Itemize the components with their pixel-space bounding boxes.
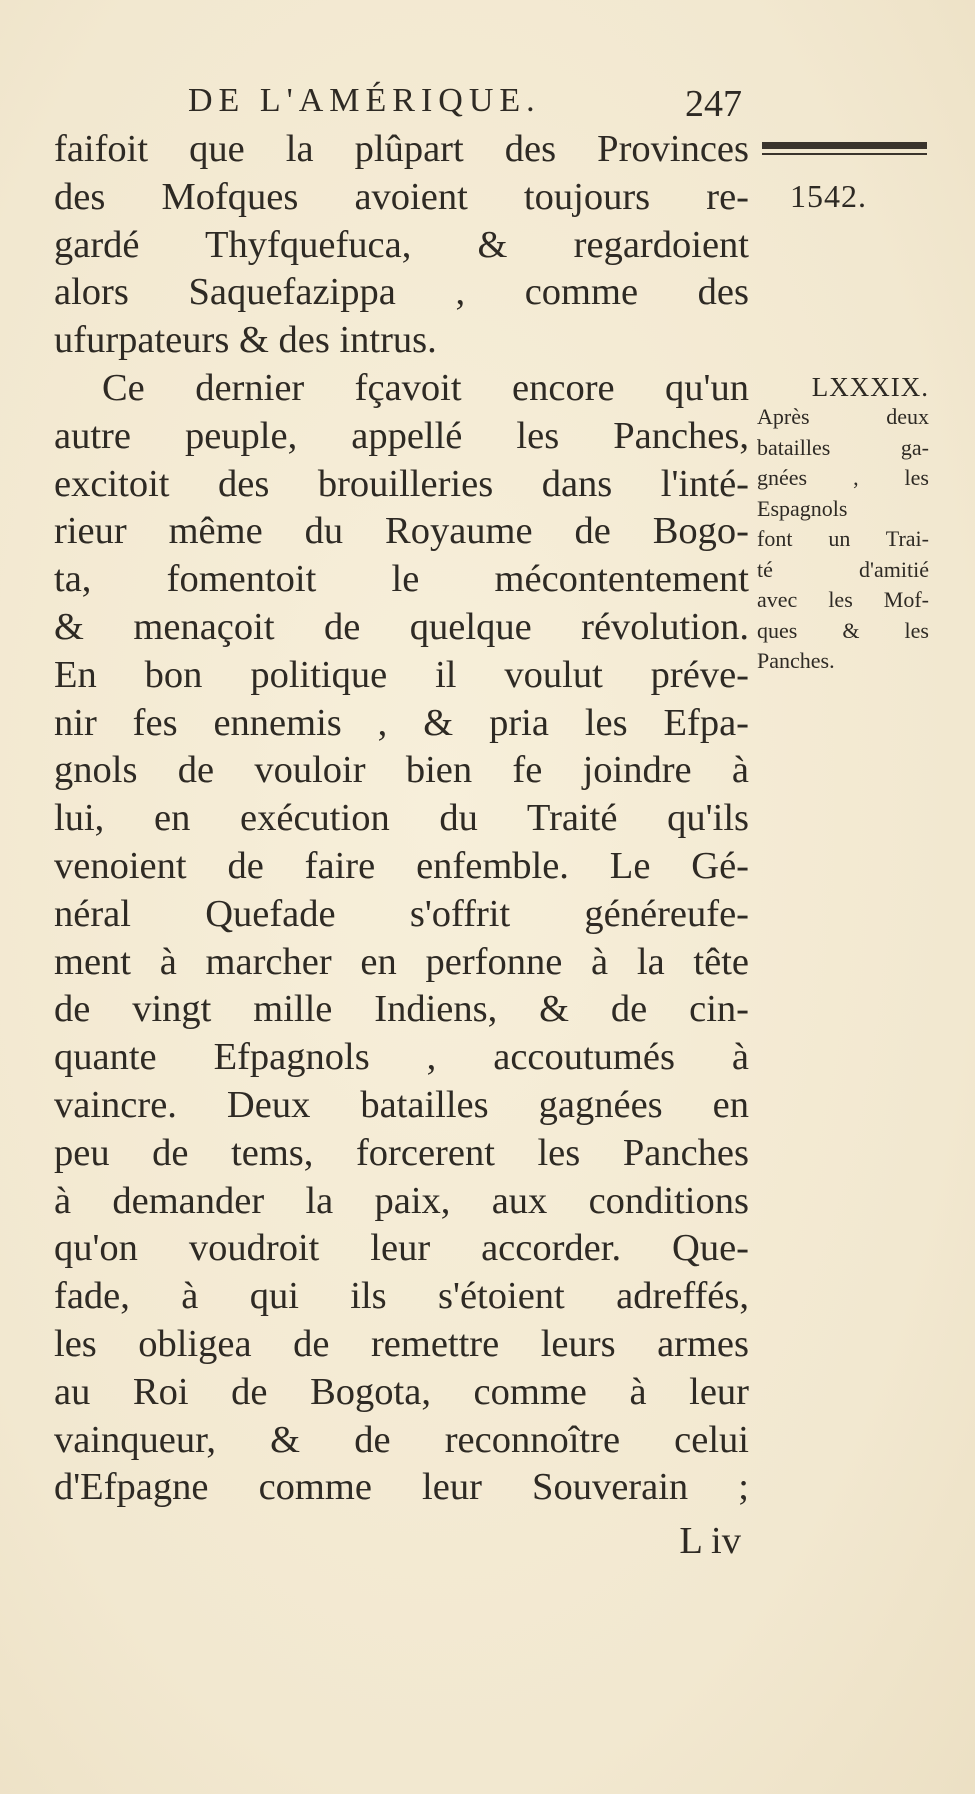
body-line: vaincre. Deux batailles gagnées en bbox=[54, 1083, 749, 1126]
body-line: ment à marcher en perfonne à la tête bbox=[54, 940, 749, 983]
margin-note bbox=[757, 372, 929, 677]
body-line: d'Efpagne comme leur Souverain ; bbox=[54, 1466, 749, 1509]
body-line: peu de tems, forcerent les Panches bbox=[54, 1131, 749, 1174]
margin-note-line: font un Trai- bbox=[757, 526, 929, 551]
body-line: Ce dernier fçavoit encore qu'un bbox=[102, 366, 749, 409]
page-number: 247 bbox=[685, 83, 742, 125]
body-line: & menaçoit de quelque révolution. bbox=[54, 605, 749, 648]
body-line: des Mofques avoient toujours re- bbox=[54, 175, 749, 218]
body-line: de vingt mille Indiens, & de cin- bbox=[54, 988, 749, 1031]
margin-year: 1542. bbox=[790, 178, 867, 214]
rule-thin bbox=[762, 153, 927, 155]
body-line: gnols de vouloir bien fe joindre à bbox=[54, 749, 749, 792]
body-text bbox=[54, 126, 749, 1566]
margin-note-line: avec les Mof- bbox=[757, 587, 929, 612]
margin-note-line: gnées , les bbox=[757, 465, 929, 490]
body-line: faifoit que la plûpart des Provinces bbox=[54, 128, 749, 170]
margin-note-line: té d'amitié bbox=[757, 556, 929, 582]
margin-rule bbox=[762, 142, 927, 158]
margin-note-line: Après deux bbox=[757, 404, 929, 429]
body-line: autre peuple, appellé les Panches, bbox=[54, 414, 749, 457]
body-line: à demander la paix, aux conditions bbox=[54, 1179, 749, 1222]
margin-note-line: Panches. bbox=[757, 648, 835, 673]
body-line: rieur même du Royaume de Bogo- bbox=[54, 510, 749, 553]
signature-mark: L iv bbox=[679, 1520, 741, 1563]
margin-note-line: Espagnols bbox=[757, 495, 848, 521]
body-line: En bon politique il voulut préve- bbox=[54, 653, 749, 696]
body-line: les obligea de remettre leurs armes bbox=[54, 1322, 749, 1365]
running-title: DE L'AMÉRIQUE. bbox=[188, 82, 541, 119]
body-line: au Roi de Bogota, comme à leur bbox=[54, 1370, 749, 1413]
body-line: quante Efpagnols , accoutumés à bbox=[54, 1036, 749, 1079]
rule-thick bbox=[762, 142, 927, 149]
body-line: ta, fomentoit le mécontentement bbox=[54, 558, 749, 601]
body-line: vainqueur, & de reconnoître celui bbox=[54, 1418, 749, 1461]
body-line: nir fes ennemis , & pria les Efpa- bbox=[54, 701, 749, 744]
body-line: excitoit des brouilleries dans l'inté- bbox=[54, 462, 749, 505]
running-head bbox=[170, 82, 750, 132]
body-line: ufurpateurs & des intrus. bbox=[54, 319, 437, 362]
body-line: lui, en exécution du Traité qu'ils bbox=[54, 797, 749, 840]
body-line: fade, à qui ils s'étoient adreffés, bbox=[54, 1275, 749, 1318]
body-line: venoient de faire enfemble. Le Gé- bbox=[54, 844, 749, 887]
margin-note-heading: LXXXIX. bbox=[811, 372, 929, 402]
body-line: qu'on voudroit leur accorder. Que- bbox=[54, 1227, 749, 1270]
body-line: alors Saquefazippa , comme des bbox=[54, 271, 749, 314]
margin-note-line: batailles ga- bbox=[757, 434, 929, 460]
body-line: néral Quefade s'offrit généreufe- bbox=[54, 892, 749, 935]
margin-note-line: ques & les bbox=[757, 617, 929, 643]
body-line: gardé Thyfquefuca, & regardoient bbox=[54, 223, 749, 266]
